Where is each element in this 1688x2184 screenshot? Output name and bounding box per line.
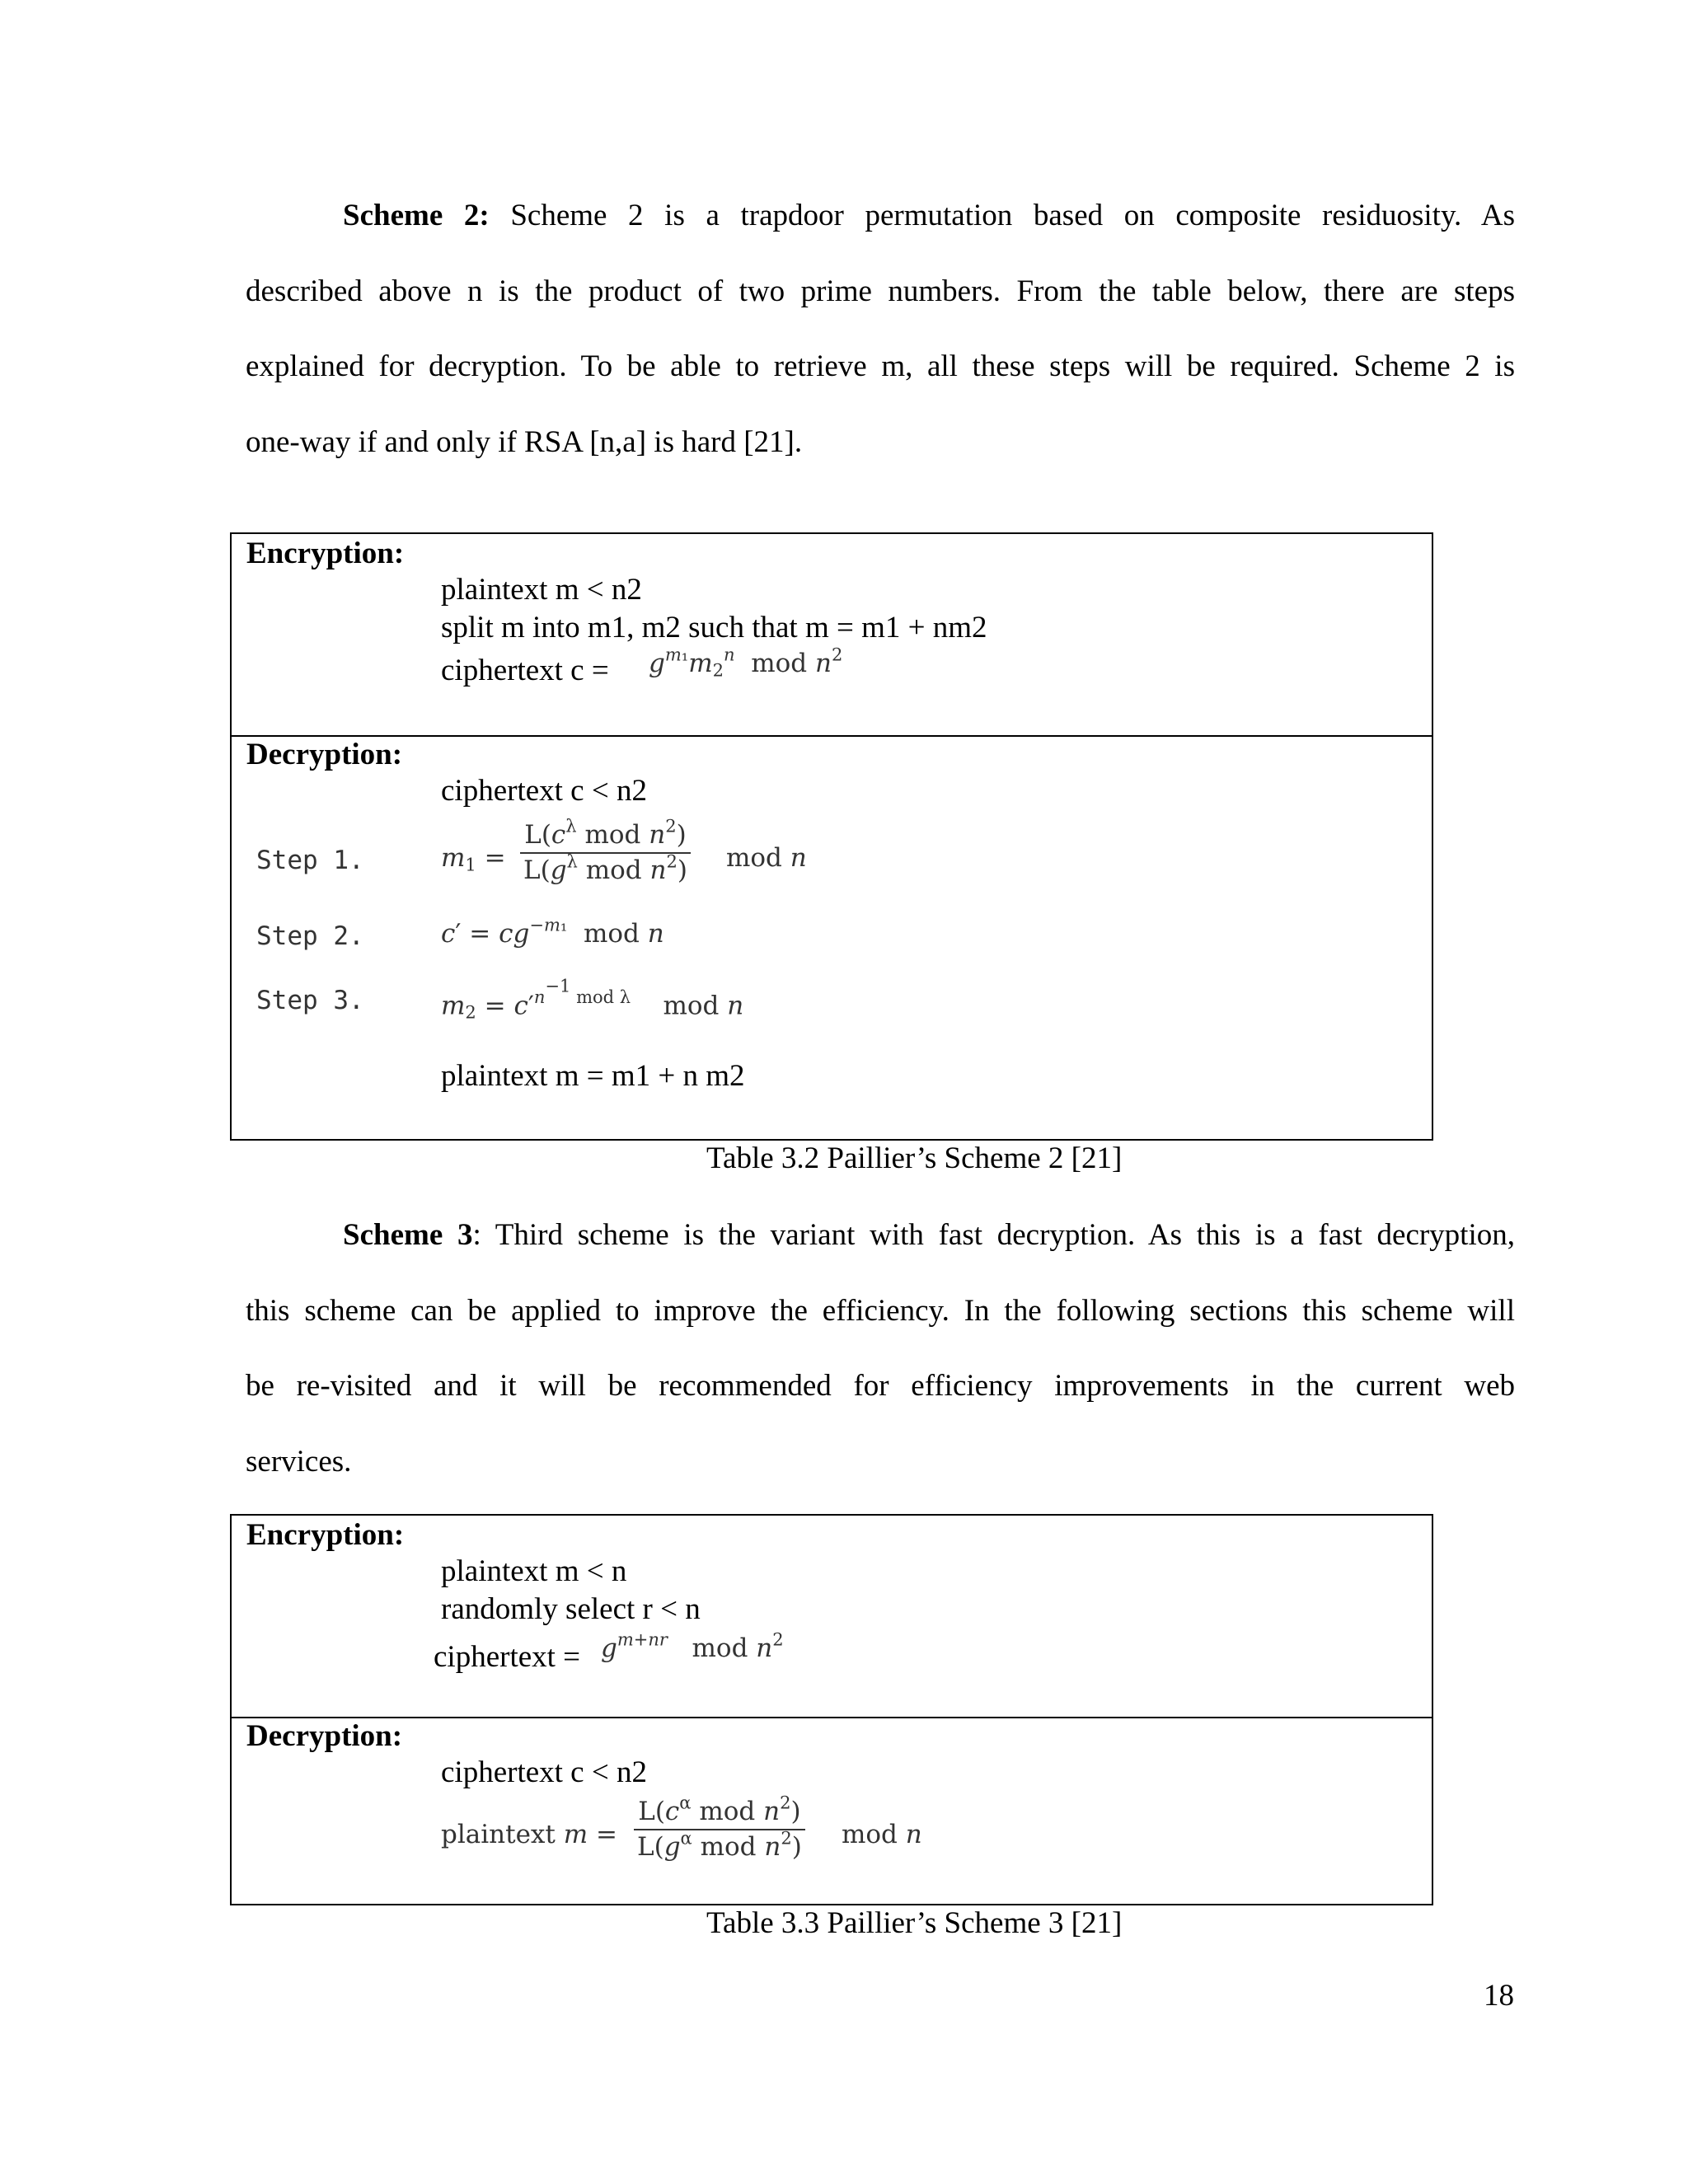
enc-random-line: randomly select r < n — [441, 1592, 701, 1626]
enc-split-line: split m into m1, m2 such that m = m1 + nm2 — [441, 611, 987, 644]
para1-line2: described above n is the product of two prime numbers. From the table below, there are steps — [246, 274, 1515, 308]
decryption-label: Decryption: — [246, 738, 403, 771]
step-1-lhs: $m_1$ = — [441, 843, 506, 875]
para2-line2: this scheme can be applied to improve the efficiency. In the following sections this scheme will — [246, 1293, 1515, 1328]
step-1-fraction: $L(c^\lambda$ mod $n^2$) $L(g^\lambda$ mod $n^2$) — [520, 823, 691, 883]
decryption-mod-2: mod n — [842, 1820, 922, 1849]
table-scheme-2 — [230, 532, 1433, 1141]
enc-ciphertext-formula: $g^{m_1}m_2^n$ mod $n^2$ — [649, 644, 843, 681]
decryption-fraction-2: $L(c^\alpha$ mod $n^2$) $L(g^\alpha$ mod $n^2$) — [634, 1799, 805, 1860]
encryption-label: Encryption: — [246, 537, 405, 570]
decryption-cell — [232, 735, 1432, 1139]
para2-line4: services. — [246, 1444, 352, 1479]
dec-ciphertext-line: ciphertext c < n2 — [441, 774, 647, 808]
scheme-2-lead: Scheme 2: — [343, 199, 490, 232]
step-3-formula: $m_2 = c'^{n^{-1} mod \lambda}$ mod n — [441, 976, 744, 1023]
table-scheme-3 — [230, 1514, 1433, 1905]
table-3-2-caption: Table 3.2 Paillier’s Scheme 2 [21] — [706, 1141, 1123, 1175]
scheme-3-lead: Scheme 3 — [343, 1218, 473, 1252]
para1-line1: Scheme 2 is a trapdoor permutation based on composite residuosity. As — [510, 199, 1515, 232]
dec-plaintext-line: plaintext m = m1 + n m2 — [441, 1059, 745, 1093]
table-3-3-caption: Table 3.3 Paillier’s Scheme 3 [21] — [706, 1906, 1123, 1940]
step-2-formula: $c' = cg^{-m_1}$ mod n — [441, 915, 664, 949]
step-1-label: Step 1. — [256, 846, 364, 875]
decryption-cell-2: Decryption: ciphertext c < n2 plaintext m = $L(c^\alpha$ mod $n^2$) $L(g^\alpha$ mod $n^2$) mod n — [246, 1719, 922, 1862]
step-1-mod: mod n — [726, 843, 807, 873]
dec-plaintext-word: plaintext — [441, 1820, 556, 1849]
enc-ciphertext-label-2: ciphertext = — [434, 1640, 581, 1674]
enc-plaintext-line: plaintext m < n2 — [441, 573, 642, 607]
enc-ciphertext-label: ciphertext c = — [441, 654, 609, 687]
step-2-label: Step 2. — [256, 921, 364, 951]
para2-line1: : Third scheme is the variant with fast decryption. As this is a fast decryption, — [472, 1218, 1515, 1252]
encryption-label-2: Encryption: — [246, 1518, 405, 1552]
enc-ciphertext-formula-2: $g^{m+nr}$ mod $n^2$ — [601, 1629, 784, 1663]
para2-line3: be re-visited and it will be recommended for efficiency improvements in the current web — [246, 1369, 1515, 1403]
paragraph-scheme-3 — [246, 1197, 1515, 1499]
dec-plaintext-var: m — [563, 1820, 588, 1849]
encryption-cell — [232, 534, 1432, 737]
para1-line3: explained for decryption. To be able to retrieve m, all these steps will be required. Scheme 2 is — [246, 349, 1515, 383]
enc-plaintext-line-2: plaintext m < n — [441, 1554, 627, 1588]
page-number: 18 — [1484, 1979, 1514, 2013]
dec-ciphertext-line-2: ciphertext c < n2 — [441, 1755, 647, 1789]
encryption-cell-2 — [232, 1516, 1432, 1718]
paragraph-scheme-2 — [246, 178, 1515, 480]
para1-line4: one-way if and only if RSA [n,a] is hard [21]. — [246, 424, 803, 459]
step-3-label: Step 3. — [256, 986, 364, 1015]
decryption-label-2: Decryption: — [246, 1719, 403, 1753]
